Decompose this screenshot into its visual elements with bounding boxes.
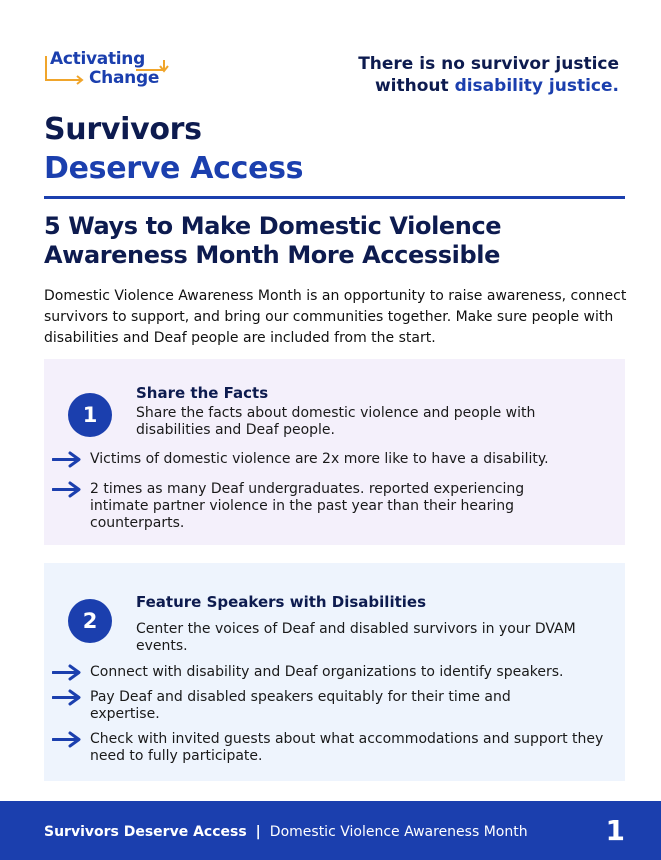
section-heading-line2: Awareness Month More Accessible xyxy=(44,241,500,269)
right-arrow-icon xyxy=(52,664,82,681)
bullet-text: Victims of domestic violence are 2x more like to have a disability. xyxy=(90,451,549,467)
tagline-line2 xyxy=(358,75,619,97)
way-card-1 xyxy=(44,359,625,545)
list-item xyxy=(52,664,627,681)
list-item xyxy=(52,481,627,532)
footer-subtitle: Domestic Violence Awareness Month xyxy=(269,824,528,840)
page-title-line1: Survivors xyxy=(44,112,202,147)
page-title-line2: Deserve Access xyxy=(44,151,304,186)
list-item xyxy=(52,689,627,723)
bullet-text: Pay Deaf and disabled speakers equitably for their time and expertise. xyxy=(90,689,511,722)
way-card-2 xyxy=(44,563,625,781)
list-item xyxy=(52,731,627,765)
list-item xyxy=(52,451,627,468)
bullet-text: Connect with disability and Deaf organizations to identify speakers. xyxy=(90,664,564,680)
intro-paragraph: Domestic Violence Awareness Month is an opportunity to raise awareness, connect survivors to support, and bring our communities together. Make sure people with disabilities and Deaf people are included from the start. xyxy=(44,288,627,346)
bullet-text: Check with invited guests about what accommodations and support they need to fully participate. xyxy=(90,731,604,764)
footer-label xyxy=(44,824,528,840)
way-description: Share the facts about domestic violence and people with disabilities and Deaf people. xyxy=(136,405,536,438)
right-arrow-icon xyxy=(52,451,82,468)
bullet-text: 2 times as many Deaf undergraduates. reported experiencing intimate partner violence in the past year than their hearing counterparts. xyxy=(90,481,525,531)
right-arrow-icon xyxy=(52,481,82,498)
right-arrow-icon xyxy=(52,731,82,748)
page-number: 1 xyxy=(605,814,625,847)
activating-change-logo xyxy=(44,46,174,96)
tagline-line2-prefix: without xyxy=(374,76,455,96)
section-heading-line1: 5 Ways to Make Domestic Violence xyxy=(44,212,502,240)
section-heading xyxy=(44,212,634,270)
tagline xyxy=(358,53,619,97)
way-title: Feature Speakers with Disabilities xyxy=(136,593,426,611)
right-arrow-icon xyxy=(52,689,82,706)
logo-text-line1: Activating xyxy=(50,49,145,69)
logo-text-line2: Change xyxy=(89,68,160,88)
tagline-line2-accent: disability justice. xyxy=(454,76,619,96)
tagline-line1: There is no survivor justice xyxy=(358,54,619,74)
step-number-badge: 1 xyxy=(68,393,112,437)
way-description: Center the voices of Deaf and disabled survivors in your DVAM events. xyxy=(136,621,576,654)
page-footer xyxy=(0,801,661,860)
title-divider xyxy=(44,196,625,199)
way-title: Share the Facts xyxy=(136,384,269,402)
step-number-badge: 2 xyxy=(68,599,112,643)
footer-title: Survivors Deserve Access xyxy=(44,824,247,840)
footer-separator: | xyxy=(255,824,261,840)
